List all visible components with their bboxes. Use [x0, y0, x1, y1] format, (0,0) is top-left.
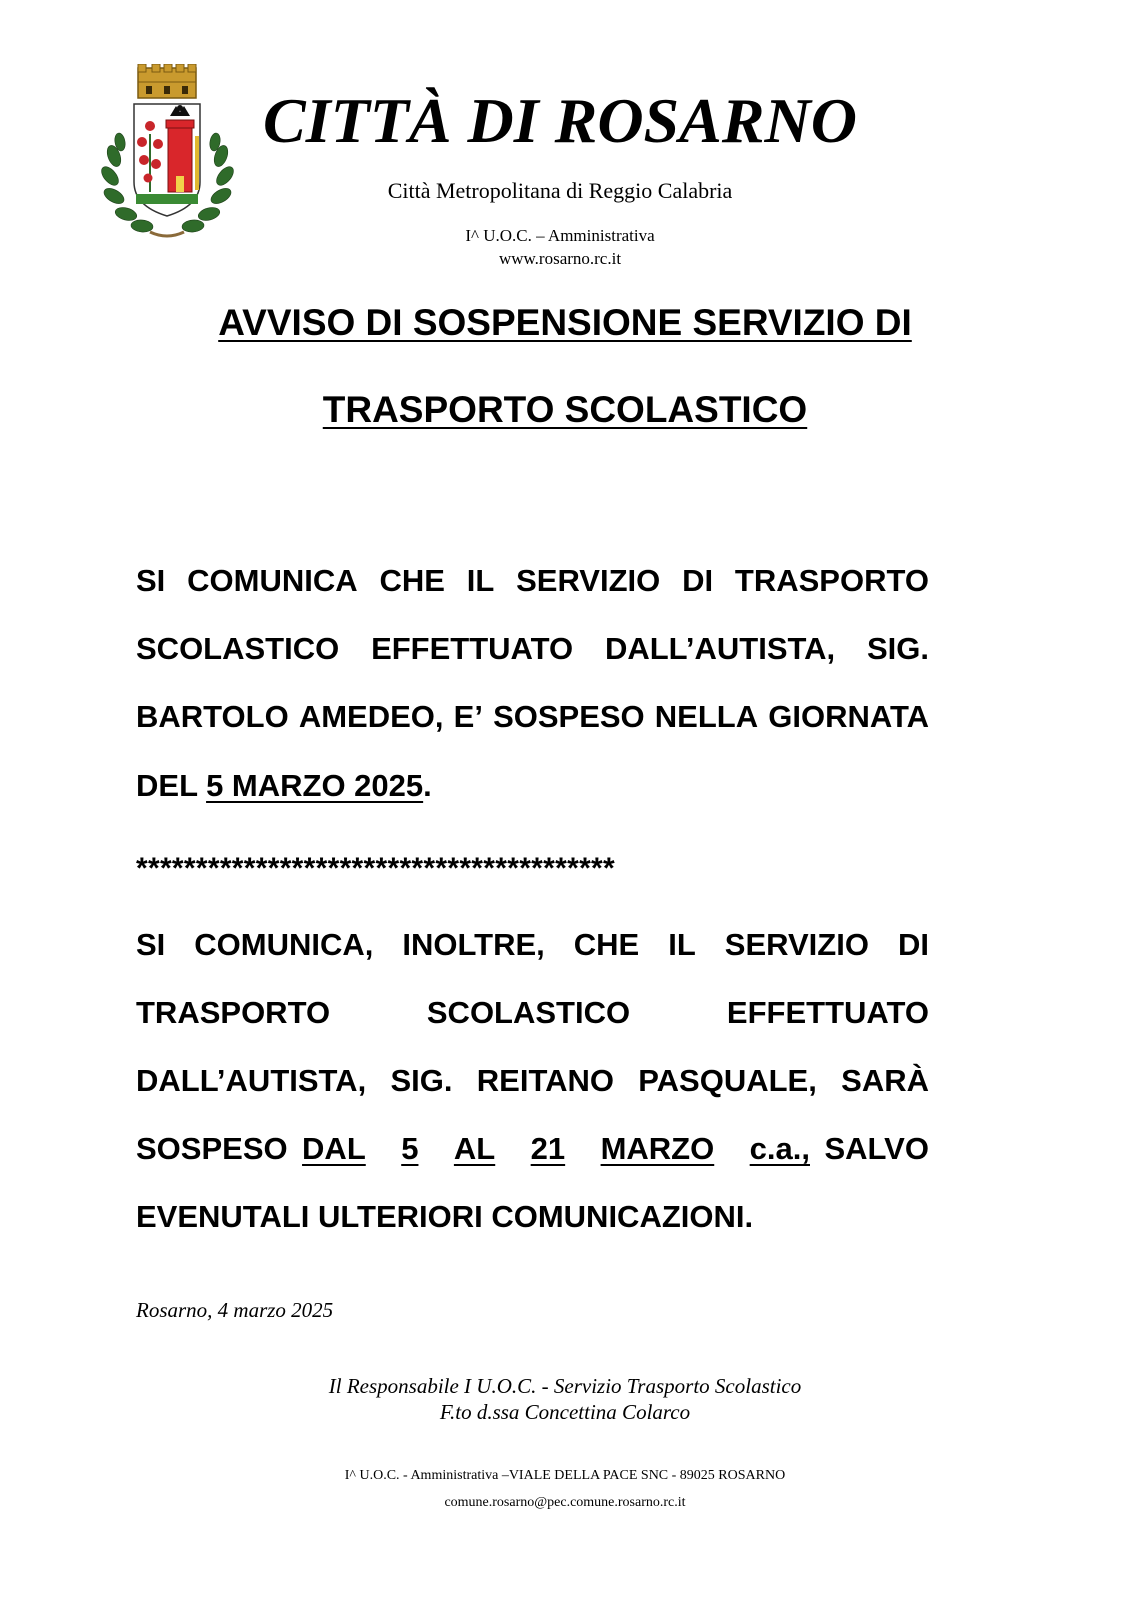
closing-text: EVENUTALI ULTERIORI COMUNICAZIONI.	[136, 1199, 754, 1234]
word: GIORNATA	[768, 699, 929, 734]
word: NELLA	[654, 699, 759, 734]
crown-icon	[138, 64, 196, 98]
word: AMEDEO,	[298, 699, 444, 734]
word: EFFETTUATO	[726, 995, 929, 1030]
word: DI	[897, 927, 929, 962]
word: DALL’AUTISTA,	[136, 1063, 367, 1098]
notice2-line-5	[136, 1197, 929, 1237]
word: TRASPORTO	[734, 563, 929, 598]
city-name-heading: CITTÀ DI ROSARNO	[263, 85, 857, 156]
coat-of-arms-logo	[100, 64, 235, 244]
word: SALVO	[824, 1131, 929, 1166]
word: IL	[466, 563, 495, 598]
word: BARTOLO	[136, 699, 289, 734]
website-label: www.rosarno.rc.it	[498, 249, 622, 268]
word: REITANO	[476, 1063, 614, 1098]
separator-stars: ****************************************	[136, 852, 615, 885]
word: DAL	[302, 1131, 366, 1166]
word: SCOLASTICO	[426, 995, 631, 1030]
word: c.a.,	[749, 1131, 810, 1166]
word: 21	[530, 1131, 566, 1166]
notice2-line-3	[136, 1061, 929, 1101]
notice1-line-4	[136, 766, 929, 806]
notice1-line-2	[136, 629, 929, 669]
word: E’	[453, 699, 483, 734]
suspension-date: 5 MARZO 2025	[206, 768, 424, 803]
date-prefix: DEL	[136, 768, 207, 803]
word: INOLTRE,	[402, 927, 545, 962]
word: COMUNICA,	[194, 927, 374, 962]
notice2-line-1	[136, 925, 929, 965]
notice2-line-4	[136, 1129, 929, 1169]
word: SARÀ	[841, 1063, 929, 1098]
word: AL	[453, 1131, 496, 1166]
word: CHE	[573, 927, 640, 962]
shield-icon	[134, 104, 200, 216]
place-and-date: Rosarno, 4 marzo 2025	[136, 1298, 334, 1322]
word: SCOLASTICO	[136, 631, 340, 666]
word: SI	[136, 563, 166, 598]
footer-address: I^ U.O.C. - Amministrativa –VIALE DELLA PACE SNC - 89025 ROSARNO	[344, 1468, 786, 1483]
word: EFFETTUATO	[371, 631, 574, 666]
word: CHE	[379, 563, 445, 598]
notice-title-line-1: AVVISO DI SOSPENSIONE SERVIZIO DI	[218, 302, 912, 343]
word: IL	[668, 927, 696, 962]
footer-email: comune.rosarno@pec.comune.rosarno.rc.it	[444, 1495, 686, 1510]
word: SOSPESO	[493, 699, 645, 734]
signature-role: Il Responsabile I U.O.C. - Servizio Trasporto Scolastico	[328, 1374, 802, 1398]
notice-title-line-2: TRASPORTO SCOLASTICO	[322, 389, 808, 430]
notice1-line-3	[136, 697, 929, 737]
date-suffix: .	[423, 768, 432, 803]
suspension-period	[302, 1129, 810, 1169]
word: DALL’AUTISTA,	[604, 631, 836, 666]
word: 5	[401, 1131, 419, 1166]
word: SOSPESO	[136, 1131, 288, 1166]
word: MARZO	[600, 1131, 715, 1166]
notice1-line-1	[136, 561, 929, 601]
word: SERVIZIO	[724, 927, 869, 962]
notice2-line-2	[136, 993, 929, 1033]
word: SIG.	[390, 1063, 453, 1098]
word: DI	[682, 563, 714, 598]
word: PASQUALE,	[638, 1063, 817, 1098]
office-label: I^ U.O.C. – Amministrativa	[465, 226, 655, 245]
word: COMUNICA	[187, 563, 358, 598]
word: TRASPORTO	[136, 995, 331, 1030]
signature-name: F.to d.ssa Concettina Colarco	[439, 1400, 691, 1424]
metropolitan-city-label: Città Metropolitana di Reggio Calabria	[387, 178, 733, 203]
word: SIG.	[866, 631, 929, 666]
word: SERVIZIO	[516, 563, 661, 598]
word: SI	[136, 927, 166, 962]
